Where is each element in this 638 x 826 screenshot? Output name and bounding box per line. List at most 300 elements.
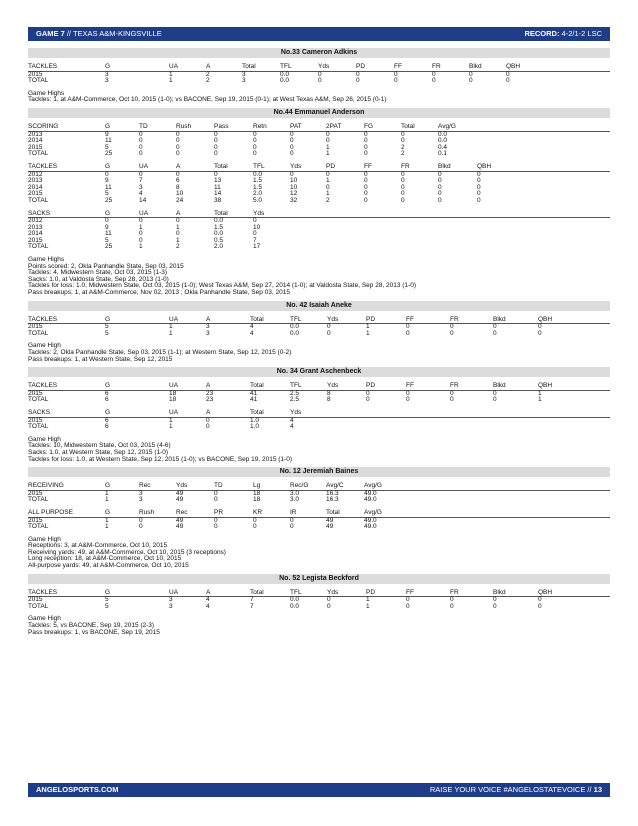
table-cell: 1 (169, 416, 173, 424)
table-cell: 2 (326, 196, 330, 204)
table-cell: 4 (290, 423, 294, 431)
table-cell: 1 (366, 602, 370, 610)
table-cell: 0 (401, 170, 405, 178)
table-cell: 6 (105, 423, 109, 431)
table-cell: UA (169, 408, 179, 416)
table-cell: Rec/G (290, 482, 309, 490)
table-cell: 0 (364, 196, 368, 204)
table-cell: 0.0 (280, 77, 290, 85)
row-label: TACKLES (28, 588, 58, 596)
table-row (28, 198, 610, 205)
table-cell: 0 (406, 389, 410, 397)
stats-table (28, 483, 610, 504)
table-header-row (28, 510, 610, 518)
table-cell: Yds (327, 382, 339, 390)
table-cell: Blkd (493, 315, 506, 323)
table-cell: G (105, 408, 111, 416)
table-cell: 0 (253, 230, 257, 238)
table-cell: 5 (105, 329, 109, 337)
game-high-line: Receiving yards: 49, at A&M-Commerce, Oct 10, 2015 (3 receptions) (28, 548, 226, 556)
table-cell: PAT (290, 122, 302, 130)
table-cell: 18 (169, 396, 177, 404)
table-cell: 0 (406, 596, 410, 604)
table-cell: 0.0 (280, 70, 290, 78)
table-cell: 16.3 (326, 496, 339, 504)
game-highs-heading: Game High (28, 342, 61, 350)
table-row (28, 145, 610, 152)
table-cell: FF (406, 315, 414, 323)
table-cell: 0 (364, 190, 368, 198)
player-section (28, 48, 610, 104)
table-cell: 8 (176, 183, 180, 191)
table-cell: 13 (214, 177, 222, 185)
game-highs-heading: Game High (28, 615, 61, 623)
table-cell: 32 (290, 196, 298, 204)
table-cell: 18 (169, 389, 177, 397)
table-cell: 0 (290, 130, 294, 138)
row-label: 2015 (28, 323, 43, 331)
row-label: 2014 (28, 183, 43, 191)
table-cell: 0.0 (438, 137, 448, 145)
table-cell: 3 (105, 70, 109, 78)
table-cell: 8 (327, 389, 331, 397)
game-highs-heading: Game High (28, 435, 61, 443)
table-cell: TFL (290, 588, 302, 596)
table-cell: Yds (327, 588, 339, 596)
table-cell: 0 (364, 143, 368, 151)
table-cell: Blkd (493, 588, 506, 596)
table-cell: UA (169, 382, 179, 390)
table-cell: Avg/G (364, 508, 382, 516)
table-cell: 0 (506, 77, 510, 85)
footer-slogan: RAISE YOUR VOICE #ANGELOSTATEVOICE // (429, 785, 594, 794)
table-cell: 0 (327, 329, 331, 337)
table-cell: FR (401, 162, 410, 170)
table-cell: 0 (253, 150, 257, 158)
table-row (28, 424, 610, 431)
table-cell: 0 (366, 396, 370, 404)
table-cell: 3 (105, 77, 109, 85)
table-cell: 6 (105, 389, 109, 397)
table-header-row (28, 164, 610, 172)
table-cell: QBH (506, 63, 521, 70)
stats-table (28, 164, 610, 205)
table-cell: 1 (366, 596, 370, 604)
table-cell: 0 (105, 170, 109, 178)
table-cell: 10 (253, 223, 261, 231)
player-section (28, 108, 610, 297)
table-cell: 1 (139, 223, 143, 231)
table-cell: 0.0 (214, 217, 224, 225)
game-high-line: Receptions: 3, at A&M-Commerce, Oct 10, 2015 (28, 542, 168, 550)
row-label: SACKS (28, 209, 51, 217)
table-cell: A (206, 382, 211, 390)
table-cell: 0 (469, 70, 473, 78)
table-cell: Blkd (493, 382, 506, 390)
table-cell: 4 (206, 602, 210, 610)
row-label: TACKLES (28, 63, 58, 70)
table-cell: 2.5 (290, 389, 300, 397)
player-section (28, 301, 610, 364)
game-highs (28, 91, 610, 104)
table-header-row (28, 590, 610, 598)
table-cell: 1.5 (253, 183, 263, 191)
row-label: RECEIVING (28, 482, 64, 490)
row-label: TOTAL (28, 77, 49, 85)
game-high-line: Tackles: 1, at A&M-Commerce, Oct 10, 2015 (1-0); vs BACONE, Sep 19, 2015 (0-1); at West Texas A&M, Sep 26, 2015 (0-1) (28, 96, 387, 104)
table-cell: 0 (364, 150, 368, 158)
table-cell: 17 (253, 243, 261, 251)
table-cell: 0 (364, 130, 368, 138)
table-cell: TFL (290, 382, 302, 390)
table-cell: 5 (105, 143, 109, 151)
table-row (28, 524, 610, 531)
table-cell: 0 (432, 70, 436, 78)
table-cell: 3 (206, 329, 210, 337)
table-cell: Rec (176, 508, 188, 516)
table-row (28, 231, 610, 238)
game-high-line: Pass breakups: 1, at Western State, Sep 12, 2015 (28, 355, 173, 363)
game-high-line: All-purpose yards: 49, at A&M-Commerce, Oct 10, 2015 (28, 562, 189, 570)
table-row (28, 418, 610, 425)
table-cell: 1 (169, 329, 173, 337)
row-label: TACKLES (28, 382, 58, 390)
table-cell: 0 (364, 183, 368, 191)
table-cell: IR (290, 508, 297, 516)
table-cell: 3 (169, 602, 173, 610)
table-cell: 0 (364, 177, 368, 185)
table-cell: 0 (290, 516, 294, 524)
table-cell: 1.5 (214, 223, 224, 231)
table-cell: Total (401, 122, 415, 130)
table-row (28, 397, 610, 404)
table-cell: 16.3 (326, 489, 339, 497)
footer-slogan-block (430, 783, 602, 797)
table-cell: 1 (169, 323, 173, 331)
table-cell: UA (139, 162, 149, 170)
table-cell: 2 (206, 70, 210, 78)
player-section (28, 367, 610, 463)
table-cell: 0.4 (438, 143, 448, 151)
table-cell: 0 (139, 150, 143, 158)
table-cell: 6 (105, 396, 109, 404)
table-row (28, 391, 610, 398)
table-cell: 1 (326, 177, 330, 185)
table-cell: 3 (169, 596, 173, 604)
table-cell: 0 (318, 70, 322, 78)
row-label: TOTAL (28, 150, 49, 158)
table-cell: 3 (139, 489, 143, 497)
row-label: 2015 (28, 236, 43, 244)
table-cell: 9 (105, 130, 109, 138)
table-cell: PD (366, 588, 376, 596)
table-cell: 5 (105, 190, 109, 198)
table-cell: 0 (290, 143, 294, 151)
table-cell: 0 (327, 596, 331, 604)
table-cell: 0 (450, 396, 454, 404)
row-label: 2014 (28, 230, 43, 238)
table-cell: 0 (139, 523, 143, 531)
table-cell: 0.0 (214, 230, 224, 238)
game-high-line: Tackles: 4, Midwestern State, Oct 03, 2015 (1-3) (28, 269, 168, 277)
row-label: 2015 (28, 70, 43, 78)
table-cell: 2 (176, 243, 180, 251)
table-cell: FF (406, 382, 414, 390)
table-cell: 0 (401, 183, 405, 191)
table-cell: 49 (176, 523, 184, 531)
table-header-row (28, 483, 610, 491)
table-cell: 4 (290, 416, 294, 424)
table-cell: 3 (242, 77, 246, 85)
table-cell: 0 (364, 137, 368, 145)
table-cell: 49.0 (364, 489, 377, 497)
table-cell: Avg/G (364, 482, 382, 490)
table-cell: Total (214, 162, 228, 170)
table-cell: 0 (401, 130, 405, 138)
table-cell: 5 (105, 236, 109, 244)
table-row (28, 244, 610, 251)
game-high-line: Tackles for loss: 1.0, Midwestern State, Oct 03, 2015 (1-0); West Texas A&M, Sep 27, 2014 (1-0); at Valdosta State, Sep 28, 2013 (1-0) (28, 282, 417, 290)
table-cell: 11 (105, 183, 112, 191)
table-cell: 0 (214, 489, 218, 497)
table-cell: TD (214, 482, 223, 490)
table-cell: 0 (438, 170, 442, 178)
table-cell: 25 (105, 150, 113, 158)
table-cell: G (105, 588, 111, 596)
table-cell: Total (242, 63, 256, 70)
table-cell: 0 (139, 143, 143, 151)
table-cell: 0 (253, 516, 257, 524)
table-cell: 0 (176, 137, 180, 145)
table-row (28, 172, 610, 179)
table-cell: 1 (366, 323, 370, 331)
table-cell: A (176, 209, 181, 217)
table-cell: Yds (327, 315, 339, 323)
table-cell: 1 (169, 70, 173, 78)
table-cell: FF (406, 588, 414, 596)
stats-table (28, 410, 610, 431)
table-cell: 0 (394, 70, 398, 78)
row-label: TOTAL (28, 523, 49, 531)
table-cell: Total (214, 209, 228, 217)
game-high-line: Long reception: 18, at A&M-Commerce, Oct 10, 2015 (28, 555, 182, 563)
table-cell: 5.0 (253, 196, 263, 204)
row-label: 2015 (28, 416, 43, 424)
table-cell: TFL (290, 315, 302, 323)
table-cell: 14 (214, 190, 222, 198)
table-cell: 0.5 (214, 236, 224, 244)
table-row (28, 491, 610, 498)
table-cell: 0 (176, 230, 180, 238)
table-cell: A (206, 408, 211, 416)
table-row (28, 238, 610, 245)
table-cell: 1 (538, 389, 542, 397)
table-cell: 24 (176, 196, 184, 204)
page-number: 13 (593, 785, 602, 794)
table-header-row (28, 410, 610, 418)
table-cell: 0 (139, 230, 143, 238)
row-label: 2013 (28, 177, 43, 185)
game-highs (28, 437, 610, 463)
table-cell: 0.0 (290, 596, 300, 604)
table-row (28, 518, 610, 525)
table-cell: QBH (477, 162, 492, 170)
table-cell: 0 (139, 516, 143, 524)
table-cell: 10 (176, 190, 184, 198)
table-cell: PR (214, 508, 224, 516)
table-row (28, 78, 610, 85)
table-cell: 0 (477, 196, 481, 204)
row-label: 2015 (28, 190, 43, 198)
table-cell: 0.0 (438, 130, 448, 138)
table-cell: PD (366, 382, 376, 390)
table-cell: 0 (176, 150, 180, 158)
table-cell: QBH (538, 315, 553, 323)
table-cell: TFL (280, 63, 292, 70)
row-label: 2012 (28, 170, 43, 178)
table-cell: Total (250, 382, 264, 390)
row-label: 2013 (28, 223, 43, 231)
table-row (28, 151, 610, 158)
table-cell: 0.0 (290, 602, 300, 610)
table-cell: 18 (253, 496, 261, 504)
footer-site: ANGELOSPORTS.COM (36, 785, 119, 794)
table-header-row (28, 383, 610, 391)
record-block (524, 27, 602, 41)
table-cell: 0 (469, 77, 473, 85)
table-cell: 0 (406, 602, 410, 610)
row-label: TACKLES (28, 162, 58, 170)
table-cell: 0 (493, 602, 497, 610)
table-cell: Yds (253, 209, 265, 217)
table-cell: G (105, 482, 111, 490)
table-cell: 0 (538, 329, 542, 337)
table-cell: 0 (139, 137, 143, 145)
table-cell: Yds (176, 482, 188, 490)
table-cell: 10 (290, 177, 298, 185)
table-cell: 0 (493, 596, 497, 604)
table-cell: 2 (206, 77, 210, 85)
table-cell: 0 (139, 217, 143, 225)
table-cell: UA (169, 315, 179, 323)
table-cell: 4 (250, 323, 254, 331)
table-cell: 0 (214, 143, 218, 151)
game-highs (28, 257, 610, 297)
game-highs (28, 537, 610, 570)
table-cell: TFL (253, 162, 265, 170)
table-cell: 0 (214, 170, 218, 178)
table-cell: G (105, 209, 111, 217)
table-cell: 0 (506, 70, 510, 78)
table-cell: A (206, 588, 211, 596)
table-cell: 0 (406, 396, 410, 404)
table-cell: 10 (290, 183, 298, 191)
table-cell: G (105, 162, 111, 170)
table-cell: 11 (105, 137, 112, 145)
table-cell: 25 (105, 243, 113, 251)
table-row (28, 225, 610, 232)
row-label: TOTAL (28, 396, 49, 404)
table-cell: 25 (105, 196, 113, 204)
stats-table (28, 317, 610, 338)
table-cell: 0 (356, 70, 360, 78)
game-high-line: Sacks: 1.0, at Western State, Sep 12, 2015 (1-0) (28, 448, 169, 456)
table-cell: 0 (406, 329, 410, 337)
stats-table (28, 590, 610, 611)
table-cell: 1 (326, 150, 330, 158)
table-cell: 0.0 (253, 170, 263, 178)
table-cell: 0 (214, 130, 218, 138)
player-title: No. 34 Grant Aschenbeck (28, 367, 610, 377)
row-label: 2015 (28, 489, 43, 497)
table-cell: 0 (253, 217, 257, 225)
player-section (28, 574, 610, 637)
table-cell: PD (366, 315, 376, 323)
table-row (28, 497, 610, 504)
table-cell: 0 (176, 130, 180, 138)
table-cell: 7 (139, 177, 143, 185)
table-cell: 0 (290, 137, 294, 145)
table-cell: 0 (253, 143, 257, 151)
table-cell: 0 (394, 77, 398, 85)
table-cell: 0 (327, 602, 331, 610)
record-value: 4-2/1-2 LSC (559, 29, 602, 38)
table-cell: 0 (290, 170, 294, 178)
table-cell: 0 (438, 183, 442, 191)
table-cell: 5 (105, 323, 109, 331)
table-cell: 1 (176, 236, 180, 244)
table-cell: 0 (438, 196, 442, 204)
table-cell: KR (253, 508, 263, 516)
table-cell: 4 (139, 190, 143, 198)
table-cell: UA (169, 588, 179, 596)
table-cell: 7 (253, 236, 257, 244)
stats-table (28, 510, 610, 531)
game-highs-heading: Game Highs (28, 89, 65, 97)
table-cell: 1 (105, 523, 109, 531)
game-highs-heading: Game Highs (28, 256, 65, 264)
page-header (28, 27, 610, 41)
table-cell: 0 (538, 596, 542, 604)
table-cell: 8 (327, 396, 331, 404)
game-high-line: Points scored: 2, Okla Panhandle State, Sep 03, 2015 (28, 262, 184, 270)
table-cell: 6 (105, 416, 109, 424)
row-label: TOTAL (28, 243, 49, 251)
table-cell: 0 (538, 323, 542, 331)
table-cell: 1.0 (250, 416, 260, 424)
table-cell: 0 (105, 217, 109, 225)
row-label: 2013 (28, 130, 43, 138)
table-cell: 0 (326, 130, 330, 138)
table-cell: Total (250, 315, 264, 323)
table-cell: 0 (432, 77, 436, 85)
table-cell: 0 (253, 137, 257, 145)
table-cell: 2PAT (326, 122, 342, 130)
table-row (28, 331, 610, 338)
game-high-line: Tackles: 10, Midwestern State, Oct 03, 2015 (4-6) (28, 442, 171, 450)
table-cell: 0 (139, 236, 143, 244)
table-cell: G (105, 382, 111, 390)
table-cell: A (176, 162, 181, 170)
table-cell: 1 (366, 329, 370, 337)
row-label: TOTAL (28, 329, 49, 337)
table-cell: 49 (176, 496, 184, 504)
table-cell: 1 (169, 77, 173, 85)
game-label: GAME 7 (36, 29, 65, 38)
table-cell: 0.0 (290, 329, 300, 337)
table-cell: Lg (253, 482, 261, 490)
table-cell: 0 (214, 137, 218, 145)
